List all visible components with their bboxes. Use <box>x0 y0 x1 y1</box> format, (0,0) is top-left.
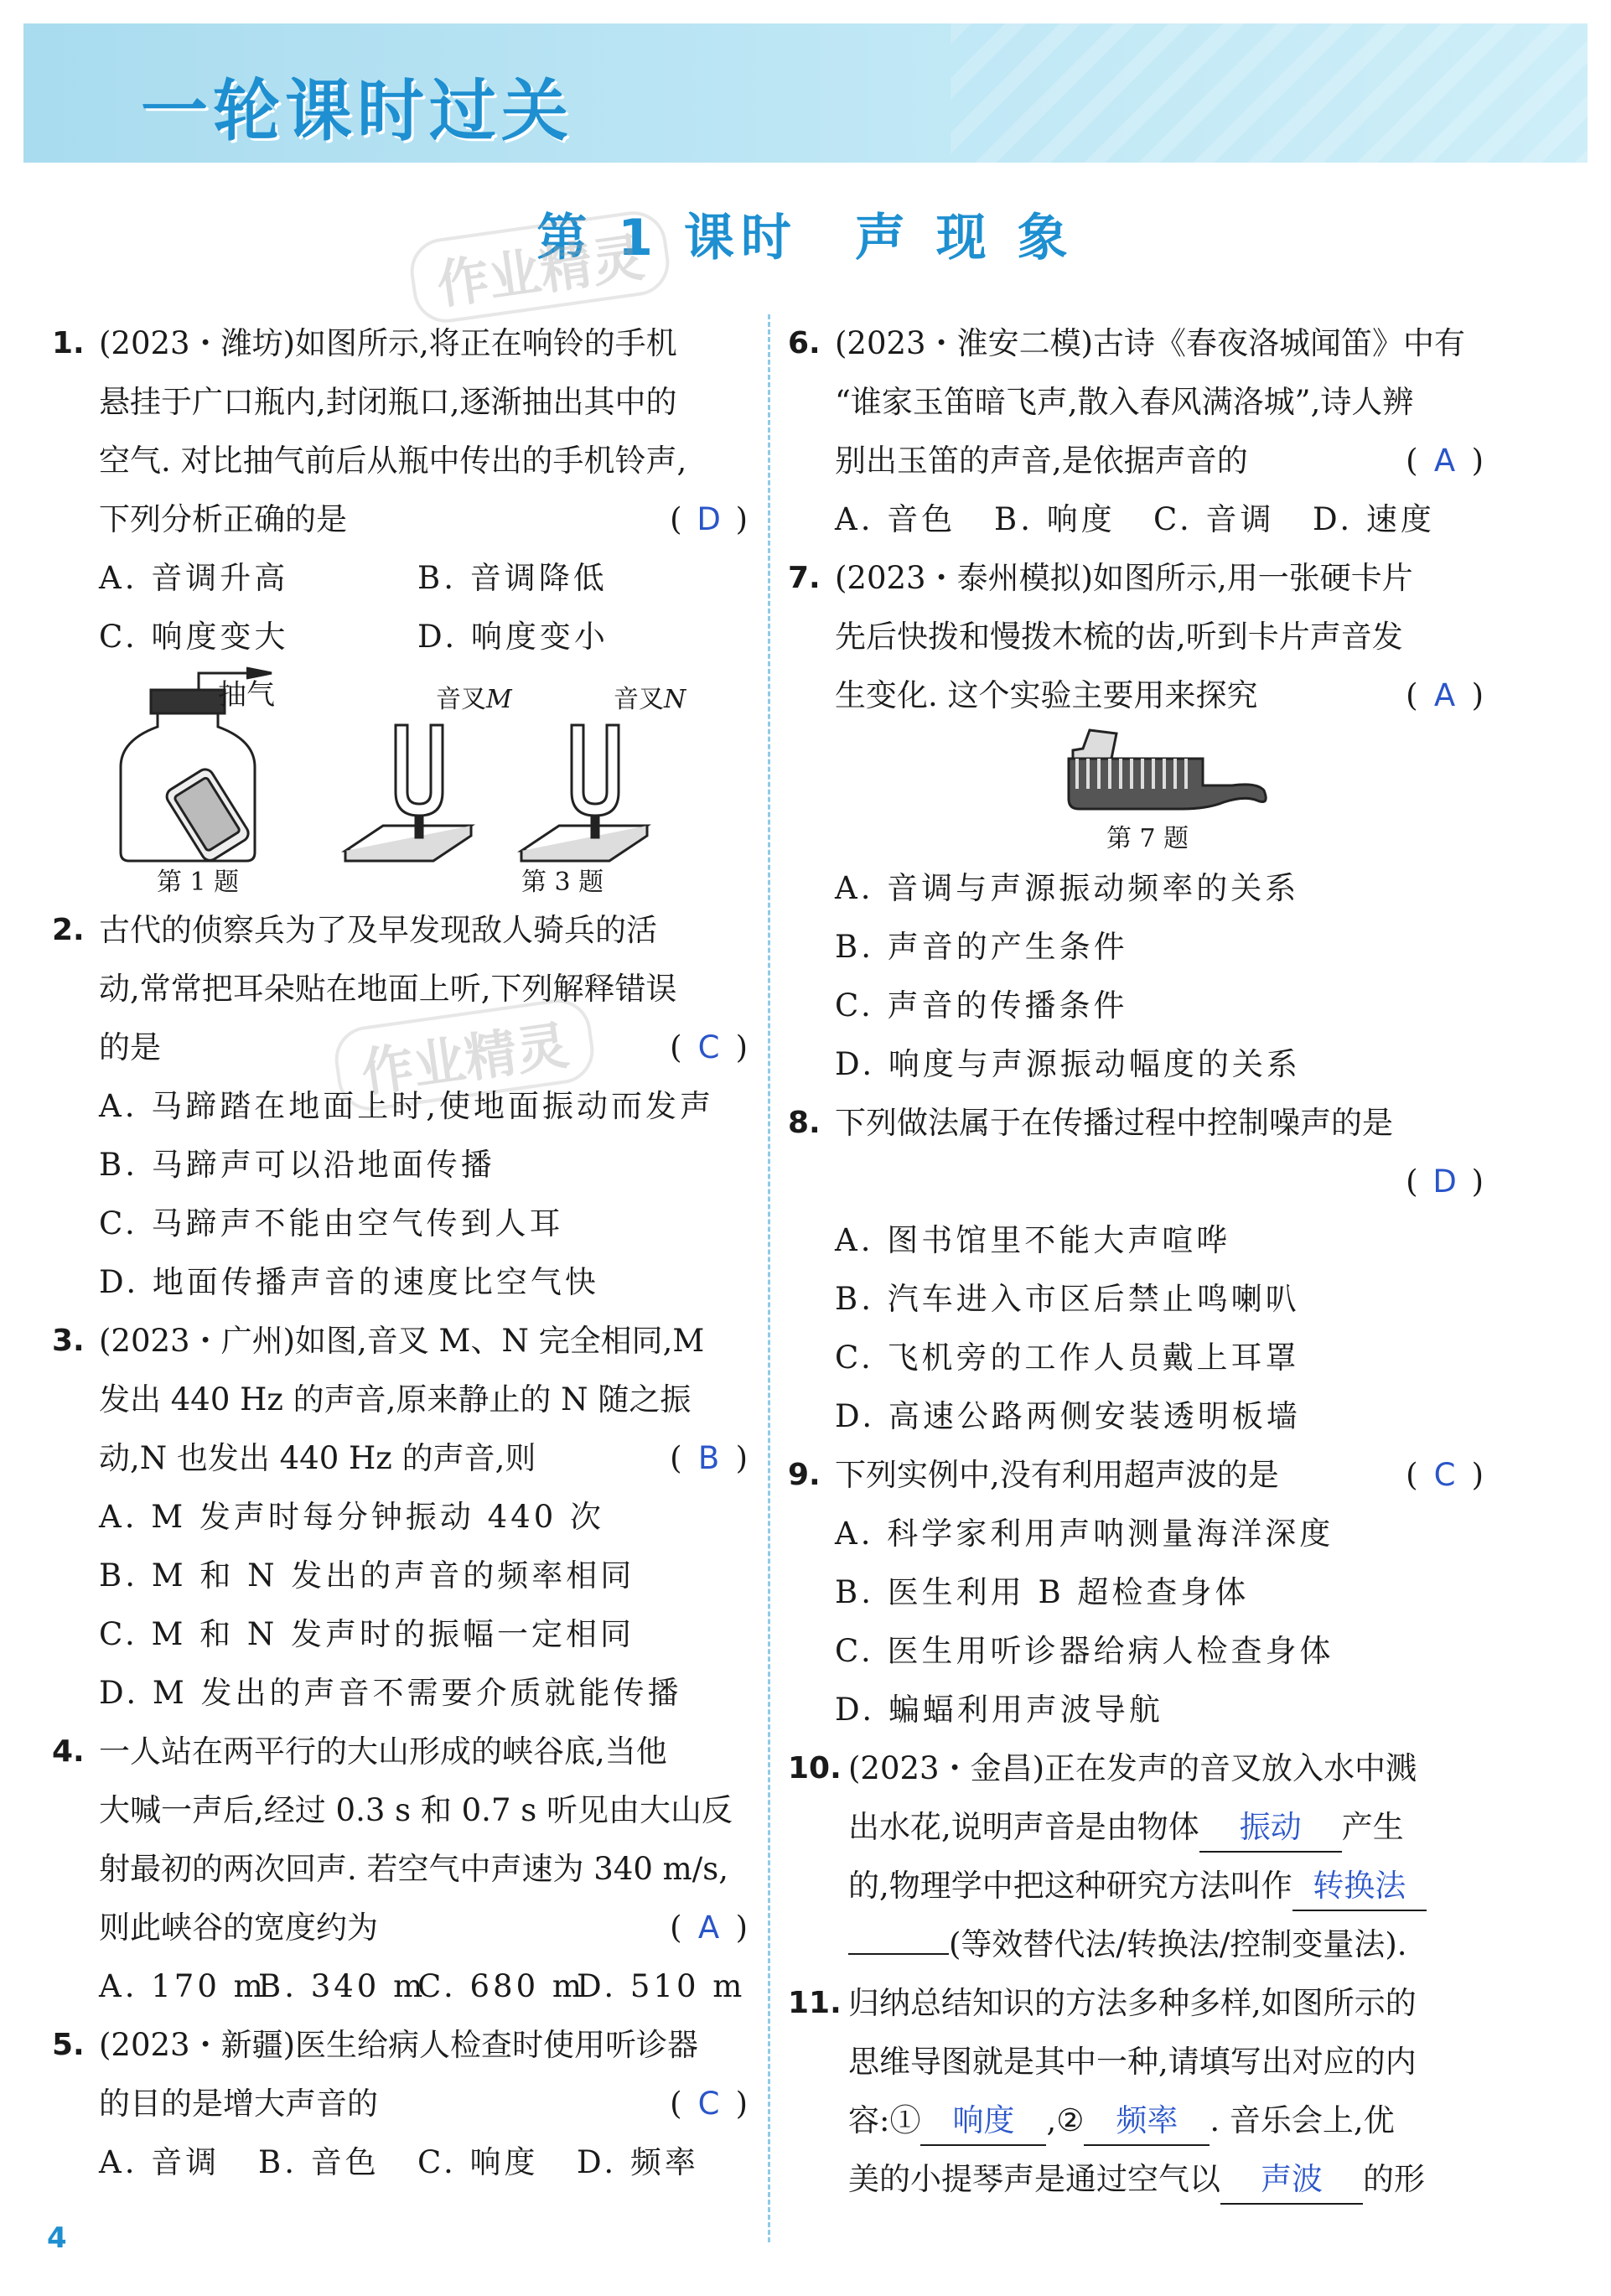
option-a: A. 音调 <box>99 2144 220 2180</box>
question-number: 11. <box>788 1986 842 2020</box>
answer-box: ( A ) <box>670 1899 748 1957</box>
option-a: A. 马蹄踏在地面上时,使地面振动而发声 <box>99 1088 715 1124</box>
answer-box: ( C ) <box>1406 1446 1484 1505</box>
question-11 <box>788 1974 1484 2209</box>
figure-7 <box>788 725 1484 859</box>
question-text: (2023・金昌)正在发声的音叉放入水中溅 <box>848 1750 1417 1786</box>
column-divider <box>768 314 770 2242</box>
question-text: 归纳总结知识的方法多种多样,如图所示的 <box>848 1985 1417 2021</box>
option-b: B. M 和 N 发出的声音的频率相同 <box>99 1557 635 1594</box>
answer-box: ( A ) <box>1406 432 1484 490</box>
option-d: D. M 发出的声音不需要介质就能传播 <box>99 1675 682 1711</box>
comb-illustration <box>788 725 1484 826</box>
option-a: A. 音调升高 <box>99 560 289 596</box>
option-d: D. 频率 <box>577 2144 699 2180</box>
figure-7-caption: 第 7 题 <box>1106 824 1189 853</box>
watermark: 作业精灵 <box>406 207 673 327</box>
answer-value: B <box>697 1440 720 1476</box>
option-d: D. 响度与声源振动幅度的关系 <box>835 1046 1301 1082</box>
question-number: 6. <box>788 326 821 360</box>
fill-blank-1: 响度 <box>920 2097 1046 2146</box>
question-1 <box>52 314 748 901</box>
question-text: 动,N 也发出 440 Hz 的声音,则 <box>99 1440 536 1476</box>
answer-box: ( C ) <box>670 1018 748 1077</box>
question-text: 古代的侦察兵为了及早发现敌人骑兵的活 <box>99 912 657 948</box>
fill-blank-2-continued <box>848 1953 949 1955</box>
option-d: D. 蝙蝠利用声波导航 <box>835 1692 1163 1728</box>
answer-value: A <box>1433 443 1456 479</box>
question-text: 出水花,说明声音是由物体 <box>848 1809 1199 1845</box>
question-text: 大喊一声后,经过 0.3 s 和 0.7 s 听见由大山反 <box>99 1792 733 1828</box>
question-8 <box>788 1094 1484 1446</box>
fill-blank-2: 频率 <box>1084 2097 1210 2146</box>
option-a: A. 科学家利用声呐测量海洋深度 <box>835 1516 1334 1552</box>
option-d: D. 速度 <box>1313 501 1435 537</box>
question-text: 下列做法属于在传播过程中控制噪声的是 <box>835 1105 1393 1141</box>
question-text: (2023・广州)如图,音叉 M、N 完全相同,M <box>99 1323 705 1359</box>
watermark: 作业精灵 <box>330 995 598 1115</box>
fill-blank-2: 转换法 <box>1292 1863 1427 1911</box>
question-number: 10. <box>788 1751 842 1785</box>
question-text: 容:① <box>848 2102 921 2138</box>
question-text: (2023・淮安二模)古诗《春夜洛城闻笛》中有 <box>835 325 1466 361</box>
question-text: 美的小提琴声是通过空气以 <box>848 2161 1220 2197</box>
question-number: 8. <box>788 1106 821 1140</box>
question-text: 的,物理学中把这种研究方法叫作 <box>848 1868 1292 1904</box>
question-number: 3. <box>52 1324 85 1358</box>
option-b: B. 响度 <box>994 501 1116 537</box>
page-number: 4 <box>47 2221 67 2255</box>
question-2 <box>52 901 748 1312</box>
question-text: 射最初的两次回声. 若空气中声速为 340 m/s, <box>99 1851 728 1887</box>
option-a: A. 图书馆里不能大声喧哗 <box>835 1222 1231 1258</box>
question-text: 下列分析正确的是 <box>99 501 347 537</box>
question-text: (2023・泰州模拟)如图所示,用一张硬卡片 <box>835 560 1413 596</box>
question-text: 生变化. 这个实验主要用来探究 <box>835 677 1258 713</box>
option-c: C. 马蹄声不能由空气传到人耳 <box>99 1205 564 1241</box>
option-c: C. M 和 N 发声时的振幅一定相同 <box>99 1616 635 1652</box>
question-number: 2. <box>52 913 85 947</box>
question-text: 一人站在两平行的大山形成的峡谷底,当他 <box>99 1734 667 1770</box>
question-text: (2023・潍坊)如图所示,将正在响铃的手机 <box>99 325 677 361</box>
option-a: A. 音色 <box>835 501 956 537</box>
option-d: D. 510 m <box>577 1968 746 2004</box>
question-10 <box>788 1739 1484 1974</box>
option-c: C. 响度 <box>417 2144 539 2180</box>
option-b: B. 音调降低 <box>417 560 608 596</box>
question-number: 9. <box>788 1458 821 1492</box>
option-a: A. M 发声时每分钟振动 440 次 <box>99 1499 605 1535</box>
tuning-forks-illustration <box>345 725 647 861</box>
question-number: 1. <box>52 326 85 360</box>
answer-value: C <box>1433 1457 1456 1493</box>
option-a: A. 170 m <box>99 1968 267 2004</box>
question-text: 空气. 对比抽气前后从瓶中传出的手机铃声, <box>99 443 687 479</box>
question-text: 思维导图就是其中一种,请填写出对应的内 <box>848 2044 1417 2080</box>
fork-label-text: 音叉 <box>436 685 486 714</box>
answer-box: ( D ) <box>670 490 748 549</box>
question-text: . 音乐会上,优 <box>1210 2102 1395 2138</box>
option-b: B. 340 m <box>258 1968 427 2004</box>
answer-value: C <box>697 2086 720 2122</box>
lesson-title: 第 1 课时 声 现 象 <box>536 209 1075 267</box>
answer-value: A <box>1433 677 1456 713</box>
option-d: D. 响度变小 <box>417 619 609 655</box>
question-text: 悬挂于广口瓶内,封闭瓶口,逐渐抽出其中的 <box>99 384 677 420</box>
header-banner <box>23 23 1588 163</box>
question-9 <box>788 1446 1484 1739</box>
fork-letter: M <box>486 685 512 714</box>
right-column <box>788 314 1484 2209</box>
answer-value: A <box>697 1910 720 1946</box>
answer-box: ( D ) <box>1406 1153 1484 1211</box>
option-c: C. 医生用听诊器给病人检查身体 <box>835 1633 1334 1669</box>
option-d: D. 地面传播声音的速度比空气快 <box>99 1264 599 1300</box>
figure-label-pump: 抽气 <box>218 678 275 712</box>
option-b: B. 音色 <box>258 2144 380 2180</box>
option-a: A. 音调与声源振动频率的关系 <box>835 870 1300 906</box>
question-text: 则此峡谷的宽度约为 <box>99 1910 378 1946</box>
question-text: 发出 440 Hz 的声音,原来静止的 N 随之振 <box>99 1381 692 1418</box>
question-text: 的是 <box>99 1029 161 1065</box>
answer-box: ( C ) <box>670 2075 748 2133</box>
fork-m-label <box>436 685 512 715</box>
answer-box: ( A ) <box>1406 666 1484 725</box>
left-column <box>52 314 748 2192</box>
fork-label-text: 音叉 <box>614 685 664 714</box>
question-text: “谁家玉笛暗飞声,散入春风满洛城”,诗人辨 <box>835 384 1414 420</box>
answer-box: ( B ) <box>670 1429 748 1488</box>
question-text: 别出玉笛的声音,是依据声音的 <box>835 443 1248 479</box>
figure-1-caption: 第 1 题 <box>157 868 240 897</box>
option-d: D. 高速公路两侧安装透明板墙 <box>835 1398 1301 1434</box>
answer-value: C <box>697 1029 720 1065</box>
question-text: 先后快拨和慢拨木梳的齿,听到卡片声音发 <box>835 619 1403 655</box>
option-b: B. 马蹄声可以沿地面传播 <box>99 1147 495 1183</box>
question-7 <box>788 549 1484 1094</box>
question-number: 4. <box>52 1734 85 1769</box>
option-b: B. 医生利用 B 超检查身体 <box>835 1574 1250 1610</box>
figure-1-and-3 <box>52 666 748 901</box>
option-b: B. 汽车进入市区后禁止鸣喇叭 <box>835 1281 1300 1317</box>
answer-value: D <box>697 501 721 537</box>
question-number: 7. <box>788 561 821 595</box>
option-c: C. 响度变大 <box>99 619 289 655</box>
banner-decoration <box>951 23 1588 163</box>
fork-letter: N <box>664 685 686 714</box>
option-b: B. 声音的产生条件 <box>835 929 1128 965</box>
question-text: 动,常常把耳朵贴在地面上听,下列解释错误 <box>99 971 677 1007</box>
question-text: 的形 <box>1363 2161 1425 2197</box>
question-text: (等效替代法/转换法/控制变量法). <box>949 1926 1407 1962</box>
answer-value: D <box>1432 1164 1457 1200</box>
question-text: 的目的是增大声音的 <box>99 2086 378 2122</box>
question-text: (2023・新疆)医生给病人检查时使用听诊器 <box>99 2027 699 2063</box>
question-6 <box>788 314 1484 549</box>
question-3 <box>52 1312 748 1723</box>
question-text: 下列实例中,没有利用超声波的是 <box>835 1457 1279 1493</box>
question-number: 5. <box>52 2028 85 2062</box>
option-c: C. 声音的传播条件 <box>835 987 1128 1024</box>
option-c: C. 680 m <box>417 1968 585 2004</box>
option-c: C. 音调 <box>1153 501 1275 537</box>
figure-3-caption: 第 3 题 <box>521 868 604 897</box>
banner-title: 一轮课时过关 <box>141 72 573 150</box>
option-c: C. 飞机旁的工作人员戴上耳罩 <box>835 1340 1300 1376</box>
question-text: ,② <box>1046 2102 1085 2138</box>
question-text: 产生 <box>1341 1809 1404 1845</box>
card-shape <box>1073 730 1116 762</box>
fork-n-label <box>614 685 686 715</box>
question-5 <box>52 2016 748 2192</box>
fill-blank-1: 振动 <box>1199 1804 1342 1853</box>
question-4 <box>52 1723 748 2016</box>
fill-blank-3: 声波 <box>1220 2156 1363 2205</box>
